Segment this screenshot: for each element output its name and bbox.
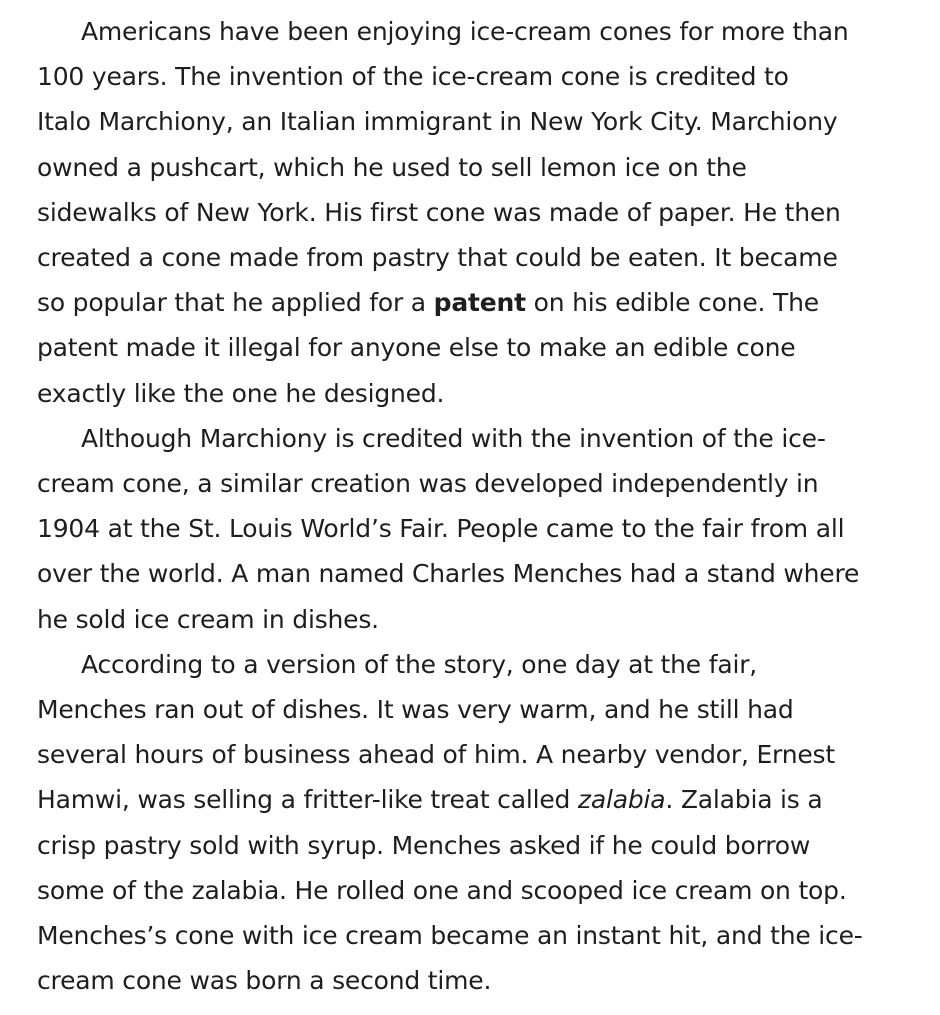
text-line: According to a version of the story, one day at the fair, xyxy=(81,649,758,679)
text-line: 100 years. The invention of the ice-cream cone is credited to xyxy=(37,62,789,92)
text-run: so popular that he applied for a xyxy=(37,288,434,318)
paragraph-1 xyxy=(37,9,932,416)
text-line: over the world. A man named Charles Menches had a stand where xyxy=(37,559,860,589)
text-line: crisp pastry sold with syrup. Menches asked if he could borrow xyxy=(37,830,811,860)
bold-term-patent: patent xyxy=(433,288,526,318)
text-line: Menches ran out of dishes. It was very warm, and he still had xyxy=(37,695,794,725)
text-run: . Zalabia is a xyxy=(665,785,823,815)
paragraph-3 xyxy=(37,642,932,1004)
text-line: Menches’s cone with ice cream became an instant hit, and the ice- xyxy=(37,921,863,951)
text-run: Hamwi, was selling a fritter-like treat called xyxy=(37,785,578,815)
text-line: Americans have been enjoying ice-cream cones for more than xyxy=(81,17,849,46)
text-line: patent made it illegal for anyone else to make an edible cone xyxy=(37,333,796,363)
text-line: Although Marchiony is credited with the invention of the ice- xyxy=(81,423,826,453)
text-line: cream cone was born a second time. xyxy=(37,966,492,996)
italic-term-zalabia: zalabia xyxy=(577,785,666,815)
text-line: exactly like the one he designed. xyxy=(37,378,445,408)
text-line: he sold ice cream in dishes. xyxy=(37,604,379,634)
text-run: on his edible cone. The xyxy=(525,288,819,318)
document-page xyxy=(37,9,932,1003)
text-line: sidewalks of New York. His first cone was made of paper. He then xyxy=(37,197,841,227)
paragraph-2 xyxy=(37,416,932,642)
text-line: 1904 at the St. Louis World’s Fair. People came to the fair from all xyxy=(37,514,845,544)
text-line: Italo Marchiony, an Italian immigrant in New York City. Marchiony xyxy=(37,107,838,137)
text-line: some of the zalabia. He rolled one and scooped ice cream on top. xyxy=(37,875,847,905)
text-line: owned a pushcart, which he used to sell lemon ice on the xyxy=(37,152,747,182)
text-line: created a cone made from pastry that could be eaten. It became xyxy=(37,243,838,273)
text-line xyxy=(37,280,932,325)
text-line: several hours of business ahead of him. A nearby vendor, Ernest xyxy=(37,740,835,770)
text-line xyxy=(37,777,932,822)
text-line: cream cone, a similar creation was developed independently in xyxy=(37,469,819,499)
